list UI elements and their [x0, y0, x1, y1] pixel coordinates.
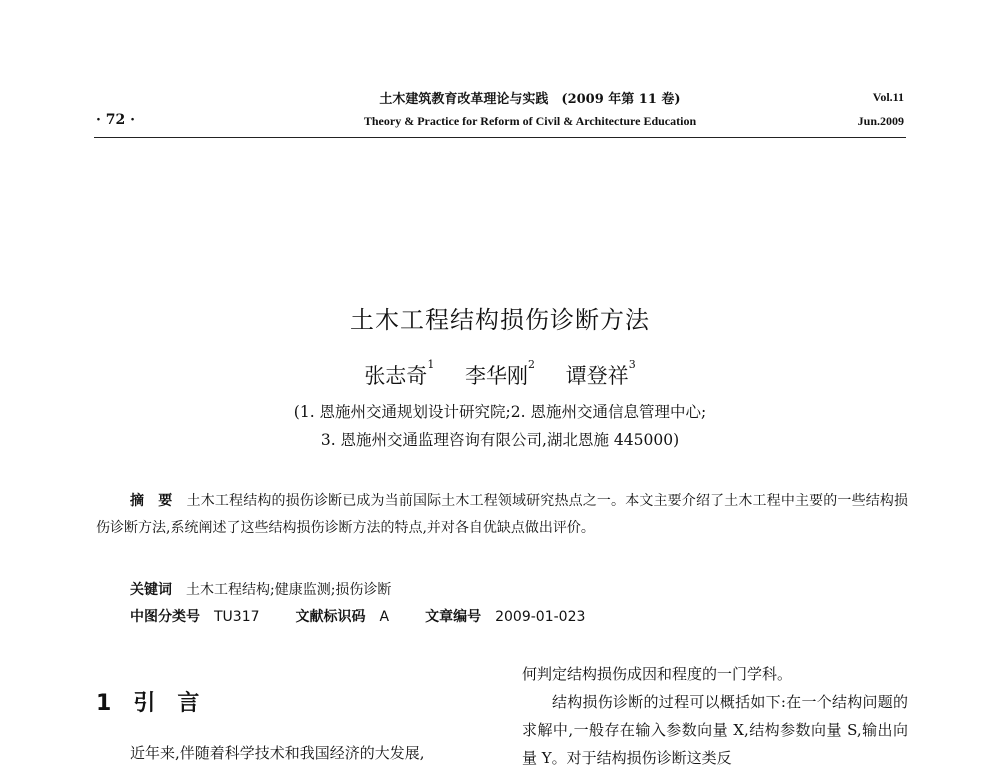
section-heading: [96, 686, 221, 717]
author-affiliation-mark: 2: [528, 358, 535, 371]
clc-label: 中图分类号: [130, 609, 200, 625]
author: 谭登祥$^3$: [565, 358, 636, 388]
author: 张志奇$^1$: [364, 358, 435, 388]
paragraph: 结构损伤诊断的过程可以概括如下:在一个结构问题的求解中,一般存在输入参数向量 X,结构参数向量 S,输出向量 Y。对于结构损伤诊断这类反: [522, 693, 908, 767]
keywords-text: 土木工程结构;健康监测;损伤诊断: [186, 582, 392, 598]
article-number-label: 文章编号: [425, 609, 482, 625]
affiliation-line-2: 3. 恩施州交通监理咨询有限公司,湖北恩施 445000): [320, 431, 680, 449]
affiliation-line-1: (1. 恩施州交通规划设计研究院;2. 恩施州交通信息管理中心;: [293, 403, 707, 421]
right-column: [522, 660, 908, 772]
author-list: [0, 360, 1000, 390]
page-number: · 72 ·: [96, 112, 135, 128]
section-title: 引言: [133, 691, 222, 716]
author-affiliation-mark: 1: [427, 358, 435, 371]
classification-line: [130, 606, 621, 626]
article-number-value: 2009-01-023: [495, 609, 586, 625]
author-affiliation-mark: 3: [628, 358, 636, 371]
keywords-label: 关键词: [130, 582, 172, 598]
section-number: 1: [96, 691, 112, 716]
left-column-text: 近年来,伴随着科学技术和我国经济的大发展,: [130, 744, 425, 762]
journal-title-en: Theory & Practice for Reform of Civil & Architecture Education: [363, 114, 697, 128]
keywords: [130, 579, 391, 599]
volume-label: Vol.11: [872, 90, 904, 104]
doc-code-value: A: [379, 609, 390, 625]
abstract: [96, 488, 908, 542]
clc-value: TU317: [214, 609, 260, 625]
abstract-label: 摘 要: [130, 493, 173, 509]
abstract-text: 土木工程结构的损伤诊断已成为当前国际土木工程领域研究热点之一。本文主要介绍了土木工程中主要的一些结构损伤诊断方法,系统阐述了这些结构损伤诊断方法的特点,并对各自优缺点做出评价。: [96, 493, 909, 536]
paragraph-continuation: 何判定结构损伤成因和程度的一门学科。: [522, 665, 793, 683]
author: 李华刚$^2$: [465, 358, 535, 388]
article-title: 土木工程结构损伤诊断方法: [350, 306, 650, 334]
doc-code-label: 文献标识码: [295, 609, 366, 625]
journal-title-cn: 土木建筑教育改革理论与实践 (2009 年第 11 卷): [379, 92, 681, 107]
issue-date: Jun.2009: [857, 114, 904, 128]
header-rule: [94, 137, 906, 138]
